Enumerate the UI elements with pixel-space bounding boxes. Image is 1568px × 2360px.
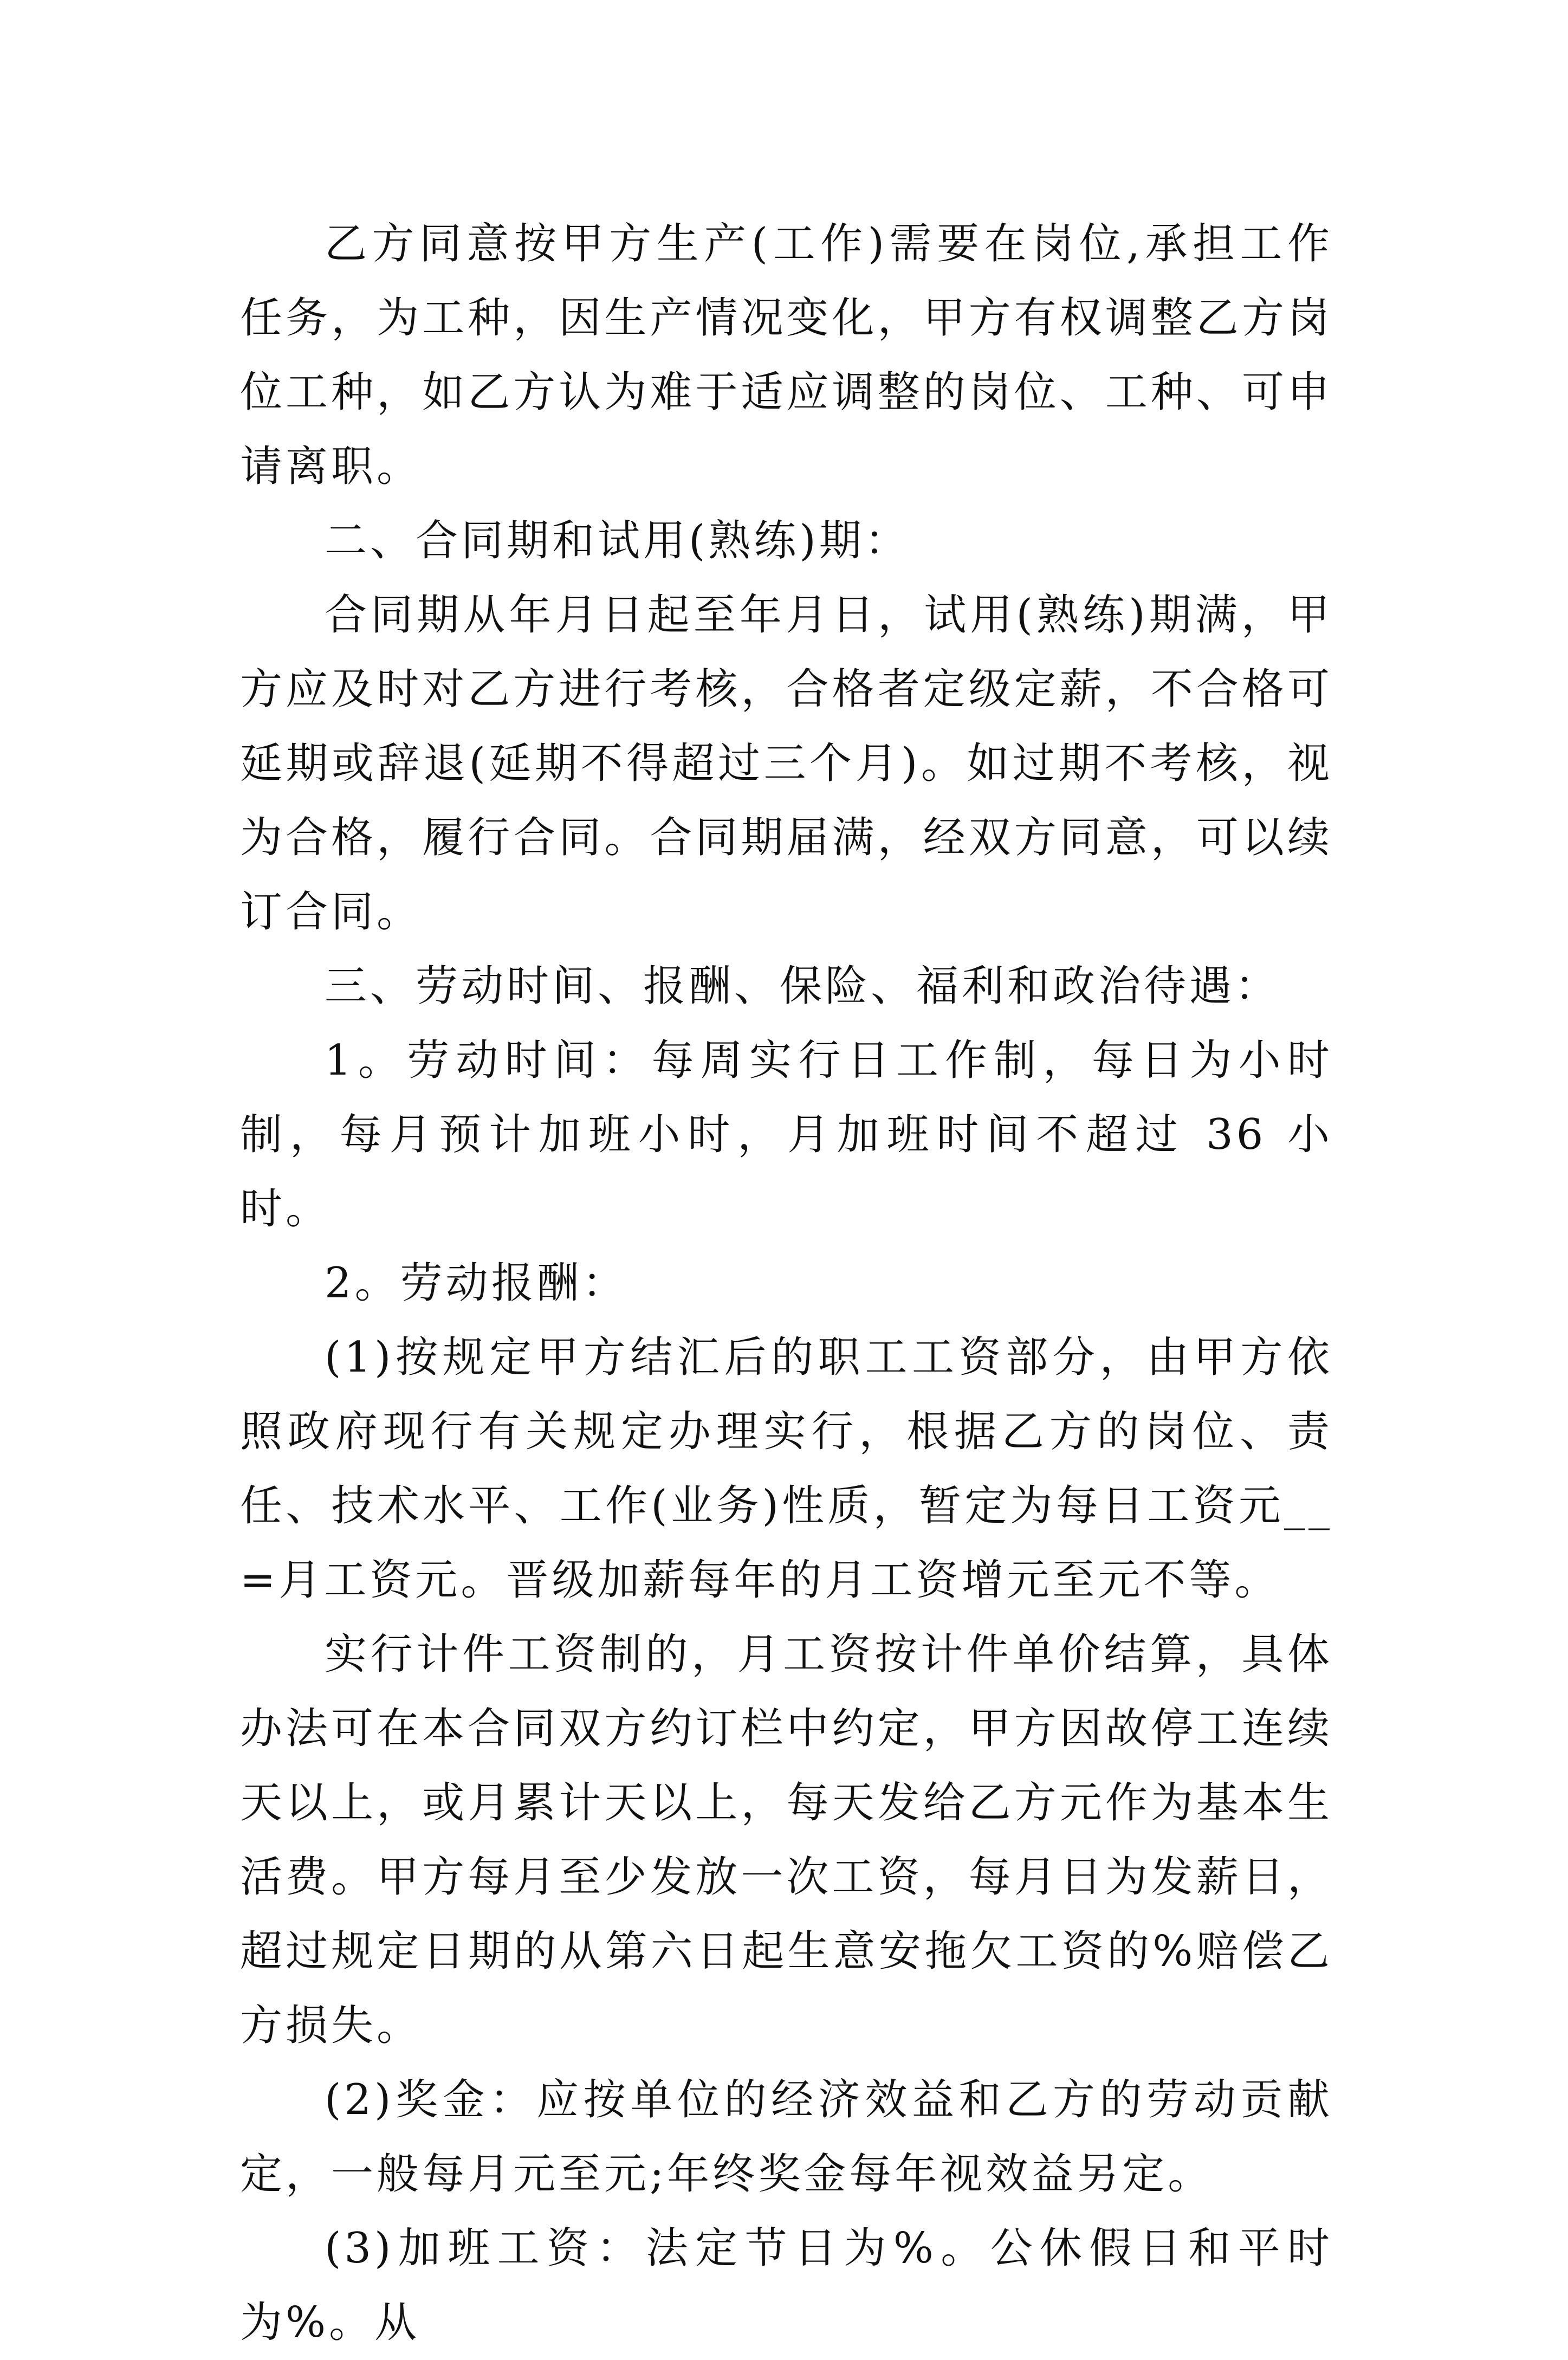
paragraph-wages: (1)按规定甲方结汇后的职工工资部分，由甲方依照政府现行有关规定办理实行，根据乙方的岗位、责任、技术水平、工作(业务)性质，暂定为每日工资元__=月工资元。晋级加薪每年的月工资增元至元不等。 (240, 1333, 1333, 1605)
subheading-remuneration: 2。劳动报酬： (325, 1259, 628, 1308)
section-heading-contract-period: 二、合同期和试用(熟练)期： (325, 516, 910, 565)
document-body (240, 207, 1333, 2360)
section-heading-working-conditions: 三、劳动时间、报酬、保险、福利和政治待遇： (325, 962, 1281, 1011)
paragraph-bonus: (2)奖金：应按单位的经济效益和乙方的劳动贡献定，一般每月元至元;年终奖金每年视效益另定。 (240, 2075, 1333, 2199)
paragraph-working-hours: 1。劳动时间：每周实行日工作制，每日为小时制，每月预计加班小时，月加班时间不超过 36 小时。 (240, 1036, 1333, 1233)
paragraph-contract-period: 合同期从年月日起至年月日，试用(熟练)期满，甲方应及时对乙方进行考核，合格者定级定薪，不合格可延期或辞退(延期不得超过三个月)。如过期不考核，视为合格，履行合同。合同期届满，经双方同意，可以续订合同。 (240, 591, 1333, 936)
paragraph-overtime-pay: (3)加班工资：法定节日为%。公休假日和平时为%。从 (240, 2224, 1333, 2347)
paragraph-job-assignment: 乙方同意按甲方生产(工作)需要在岗位,承担工作任务，为工种，因生产情况变化，甲方有权调整乙方岗位工种，如乙方认为难于适应调整的岗位、工种、可申请离职。 (240, 219, 1333, 491)
paragraph-piecework-wages: 实行计件工资制的，月工资按计件单价结算，具体办法可在本合同双方约订栏中约定，甲方因故停工连续天以上，或月累计天以上，每天发给乙方元作为基本生活费。甲方每月至少发放一次工资，每月日为发薪日，超过规定日期的从第六日起生意安拖欠工资的%赔偿乙方损失。 (240, 1630, 1333, 2050)
